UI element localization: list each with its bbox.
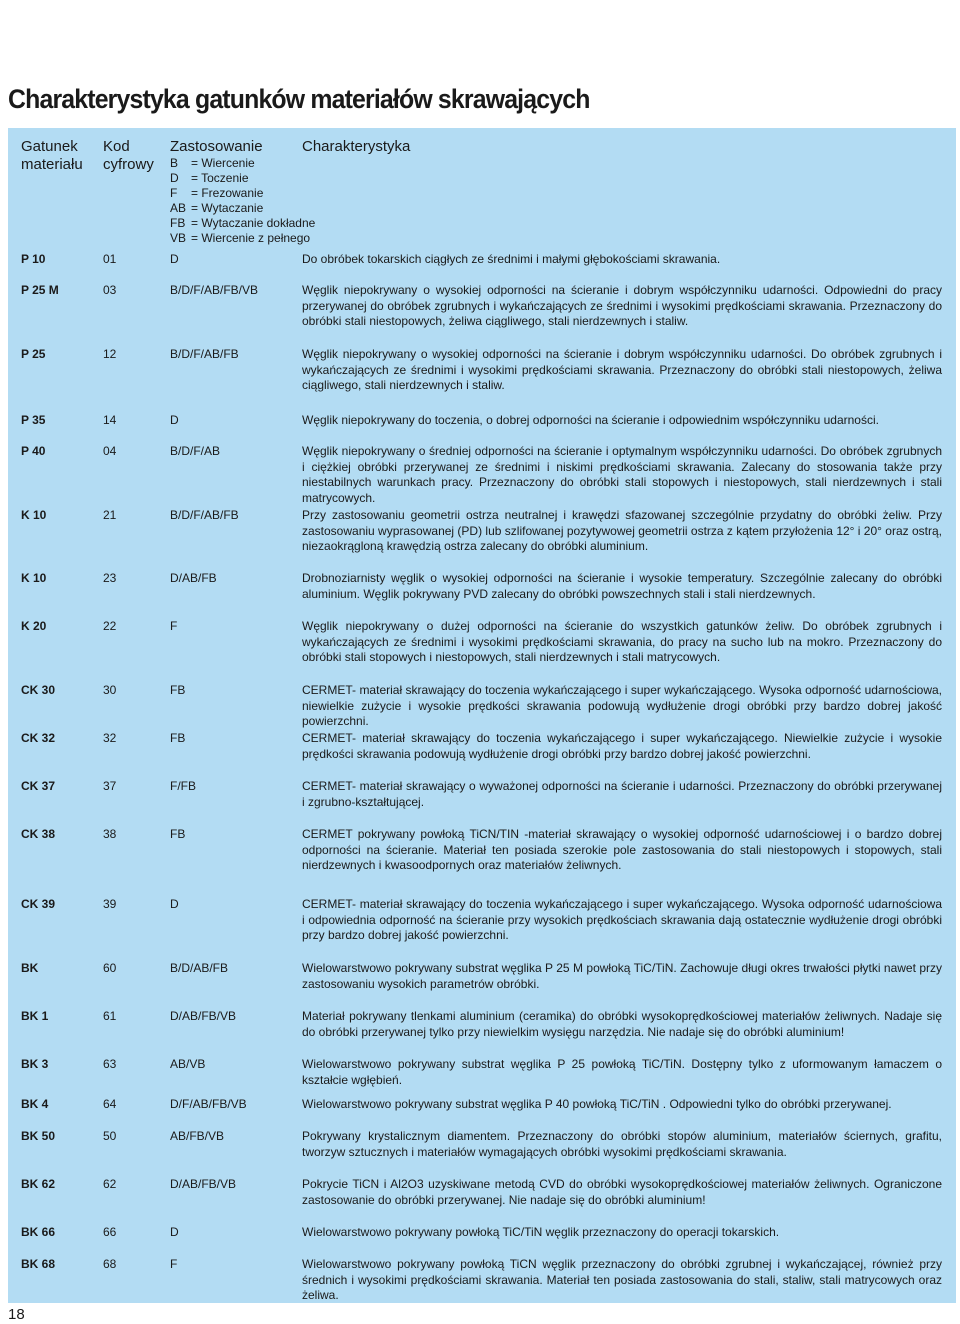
- grade-cell: P 40: [21, 444, 46, 458]
- grade-cell: P 10: [21, 252, 46, 266]
- code-cell: 38: [103, 827, 117, 841]
- legend-desc: = Wiercenie z pełnego: [191, 231, 311, 245]
- code-cell: 37: [103, 779, 117, 793]
- code-cell: 12: [103, 347, 117, 361]
- code-cell: 68: [103, 1257, 117, 1271]
- legend-desc: = Wiercenie: [191, 156, 255, 170]
- grade-cell: CK 32: [21, 731, 56, 745]
- description-cell: Wielowarstwowo pokrywany substrat węglika P 25 powłoką TiC/TiN. Dostępny tylko z uformowanym łamaczem o kształcie wgłębień.: [302, 1057, 942, 1087]
- grade-cell: K 10: [21, 508, 47, 522]
- code-cell: 62: [103, 1177, 117, 1191]
- code-cell: 39: [103, 897, 117, 911]
- grade-cell: CK 38: [21, 827, 56, 841]
- grade-cell: BK 66: [21, 1225, 56, 1239]
- application-cell: AB/FB/VB: [170, 1129, 225, 1143]
- legend-desc: = Wytaczanie: [191, 201, 264, 215]
- application-cell: D: [170, 1225, 179, 1239]
- page-title: Charakterystyka gatunków materiałów skrawających: [8, 84, 590, 114]
- legend-code: B: [170, 156, 179, 170]
- description-cell: CERMET- materiał skrawający o wyważonej odporności na ścieranie i udarności. Przeznaczony do obróbki przerywanej i zgrubno-kształtującej.: [302, 779, 942, 809]
- grade-cell: P 25 M: [21, 283, 59, 297]
- application-cell: B/D/F/AB/FB/VB: [170, 283, 259, 297]
- application-cell: D/AB/FB/VB: [170, 1009, 237, 1023]
- code-cell: 32: [103, 731, 117, 745]
- grade-cell: K 10: [21, 571, 47, 585]
- description-cell: Węglik niepokrywany do toczenia, o dobrej odporności na ścieranie i odpowiednim współczynniku udarności.: [302, 413, 879, 427]
- code-cell: 03: [103, 283, 117, 297]
- application-cell: FB: [170, 731, 186, 745]
- grades-table: [8, 128, 956, 1303]
- legend-item: [170, 216, 315, 231]
- header-kod: Kod cyfrowy: [103, 138, 154, 173]
- description-cell: CERMET pokrywany powłoką TiCN/TIN -materiał skrawający o wysokiej odporność udarnościowej i o bardzo dobrej odporności na ścieranie. Materiał ten posiada szerokie pole zastosowania do stali niestopowych i stopowych, stali nierdzewnych i kwasoodpornych oraz materiałów żeliwnych.: [302, 827, 942, 873]
- grade-cell: BK 62: [21, 1177, 56, 1191]
- legend-item: [170, 171, 315, 186]
- legend-code: D: [170, 171, 179, 185]
- application-cell: F: [170, 1257, 178, 1271]
- description-cell: Materiał pokrywany tlenkami aluminium (ceramika) do obróbki wysokoprędkościowej materiałów żeliwnych. Nadaje się do obróbki przerywanej tylko przy niewielkim wysięgu narzędzia. Nie nadaje się do obróbki aluminium!: [302, 1009, 942, 1039]
- code-cell: 01: [103, 252, 117, 266]
- grade-cell: CK 37: [21, 779, 56, 793]
- legend-desc: = Wytaczanie dokładne: [191, 216, 316, 230]
- code-cell: 63: [103, 1057, 117, 1071]
- grade-cell: BK 68: [21, 1257, 56, 1271]
- legend-item: [170, 201, 315, 216]
- grade-cell: BK 3: [21, 1057, 49, 1071]
- description-cell: Wielowarstwowo pokrywany powłoką TiC/TiN węglik przeznaczony do operacji tokarskich.: [302, 1225, 780, 1239]
- application-cell: D/AB/FB: [170, 571, 217, 585]
- legend-item: [170, 186, 315, 201]
- description-cell: Węglik niepokrywany o wysokiej odporności na ścieranie i dobrym współczynniku udarności. Odpowiedni do pracy przerywanej do obróbek zgrubnych i wykańczających ze średnimi i wysokimi prędkościami skrawania. Przeznaczony do obróbki stali niestopowych, żeliwa ciągliwego, stali nierdzewnych i staliw.: [302, 283, 942, 329]
- header-zastosowanie: Zastosowanie: [170, 138, 263, 155]
- legend-desc: = Toczenie: [191, 171, 249, 185]
- page-number: 18: [8, 1306, 25, 1323]
- code-cell: 23: [103, 571, 117, 585]
- application-cell: D/AB/FB/VB: [170, 1177, 237, 1191]
- legend-code: AB: [170, 201, 187, 215]
- application-legend: [170, 156, 315, 246]
- description-cell: Pokrycie TiCN i Al2O3 uzyskiwane metodą CVD do obróbki wysokoprędkościowej materiałów żeliwnych. Ograniczone zastosowanie do obróbki przerywanej. Nie nadaje się do obróbki aluminium!: [302, 1177, 942, 1207]
- legend-code: F: [170, 186, 178, 200]
- code-cell: 61: [103, 1009, 117, 1023]
- application-cell: D: [170, 252, 179, 266]
- grade-cell: BK 50: [21, 1129, 56, 1143]
- description-cell: Wielowarstwowo pokrywany substrat węglika P 40 powłoką TiC/TiN . Odpowiedni tylko do obróbki przerywanej.: [302, 1097, 892, 1111]
- description-cell: CERMET- materiał skrawający do toczenia wykańczającego i super wykańczającego. Niewielkie zużycie i wysokie prędkości skrawania podowują wydłużenie drogi obróbki przy bardzo dobrej jakość powierzchni.: [302, 731, 942, 761]
- grade-cell: CK 30: [21, 683, 56, 697]
- description-cell: Wielowarstwowo pokrywany powłoką TiCN węglik przeznaczony do obróbki zgrubnej i wykańczającej, również przy średnich i wysokimi prędkościami skrawania. Materiał ten posiada zastosowania do stali, staliw, stali matrycowych oraz żeliwa.: [302, 1257, 942, 1303]
- legend-item: [170, 156, 315, 171]
- application-cell: FB: [170, 683, 186, 697]
- application-cell: FB: [170, 827, 186, 841]
- header-gatunek: Gatunek materiału: [21, 138, 83, 173]
- legend-item: [170, 231, 315, 246]
- header-charakterystyka: Charakterystyka: [302, 138, 411, 155]
- application-cell: D: [170, 413, 179, 427]
- application-cell: AB/VB: [170, 1057, 206, 1071]
- description-cell: Pokrywany krystalicznym diamentem. Przeznaczony do obróbki stopów aluminium, materiałów ściernych, grafitu, tworzyw sztucznych i materiałów wymagających obróbki wysokimi prędkościami skrawania.: [302, 1129, 942, 1159]
- description-cell: CERMET- materiał skrawający do toczenia wykańczającego i super wykańczającego. Wysoka odporność udarnościowa i odpowiednia odporność na ścieranie przy wysokich prędkościach skrawania dają ostatecznie wydłużenie drogi obróbki przy bardzo dobrej jakość powierzchni.: [302, 897, 942, 943]
- legend-code: VB: [170, 231, 187, 245]
- code-cell: 66: [103, 1225, 117, 1239]
- description-cell: Węglik niepokrywany o dużej odporności na ścieranie do wszystkich gatunków żeliw. Do obróbek zgrubnych i wykańczających ze średnimi i wysokimi prędkościami skrawania, do pracy na sucho lub na mokro. Przeznaczony do obróbki stali stopowych i niestopowych, stali nierdzewnych i stali matrycowych.: [302, 619, 942, 665]
- code-cell: 14: [103, 413, 117, 427]
- application-cell: B/D/F/AB/FB: [170, 508, 239, 522]
- description-cell: Węglik niepokrywany o średniej odporności na ścieranie i optymalnym współczynniku udarności. Do obróbek zgrubnych i ciężkiej obróbki przerywanej ze średnimi i niskimi prędkościami skrawania. Zalecany do stosowania także przy niestabilnych warunkach pracy. Przeznaczony do obróbki stali stopowych i niestopowych, stali nierdzewnych i stali matrycowych.: [302, 444, 942, 505]
- grade-cell: BK 4: [21, 1097, 49, 1111]
- code-cell: 30: [103, 683, 117, 697]
- description-cell: Węglik niepokrywany o wysokiej odporności na ścieranie i dobrym współczynniku udarności. Do obróbek zgrubnych i wykańczających ze średnimi i wysokimi prędkościami skrawania. Przeznaczony do obróbki stali niestopowych, żeliwa ciągliwego, stali nierdzewnych i staliw.: [302, 347, 942, 393]
- code-cell: 21: [103, 508, 117, 522]
- application-cell: B/D/F/AB/FB: [170, 347, 239, 361]
- application-cell: D: [170, 897, 179, 911]
- code-cell: 50: [103, 1129, 117, 1143]
- grade-cell: CK 39: [21, 897, 56, 911]
- code-cell: 64: [103, 1097, 117, 1111]
- description-cell: Drobnoziarnisty węglik o wysokiej odporności na ścieranie i wysokie temperatury. Szczególnie zalecany do obróbki aluminium. Węglik pokrywany PVD zalecany do obróbki powszechnych stali i stali nierdzewnych.: [302, 571, 942, 601]
- grade-cell: K 20: [21, 619, 47, 633]
- grade-cell: BK 1: [21, 1009, 49, 1023]
- code-cell: 22: [103, 619, 117, 633]
- application-cell: F/FB: [170, 779, 196, 793]
- description-cell: CERMET- materiał skrawający do toczenia wykańczającego i super wykańczającego. Wysoka odporność udarnościowa, niewielkie zużycie i wysokie prędkości skrawania podowują wydłużenie drogi obróbki przy bardzo dobrej jakość powierzchni.: [302, 683, 942, 729]
- code-cell: 60: [103, 961, 117, 975]
- description-cell: Wielowarstwowo pokrywany substrat węglika P 25 M powłoką TiC/TiN. Zachowuje długi okres trwałości płytki nawet przy zastosowaniu wysokich parametrów obróbki.: [302, 961, 942, 991]
- application-cell: D/F/AB/FB/VB: [170, 1097, 247, 1111]
- description-cell: Przy zastosowaniu geometrii ostrza neutralnej i krawędzi sfazowanej szczególnie przydatny do obróbki żeliw. Przy zastosowaniu wyprasowanej (PD) lub szlifowanej pozytywowej geometrii ostrza z kątem przyłożenia 12° i 20° oraz ostrą, niezaokrągloną krawędzią ostrza zalecany do obróbki aluminium.: [302, 508, 942, 554]
- description-cell: Do obróbek tokarskich ciągłych ze średnimi i małymi głębokościami skrawania.: [302, 252, 721, 266]
- application-cell: B/D/AB/FB: [170, 961, 229, 975]
- legend-desc: = Frezowanie: [191, 186, 264, 200]
- legend-code: FB: [170, 216, 186, 230]
- grade-cell: P 35: [21, 413, 46, 427]
- grade-cell: P 25: [21, 347, 46, 361]
- grade-cell: BK: [21, 961, 39, 975]
- code-cell: 04: [103, 444, 117, 458]
- application-cell: B/D/F/AB: [170, 444, 221, 458]
- application-cell: F: [170, 619, 178, 633]
